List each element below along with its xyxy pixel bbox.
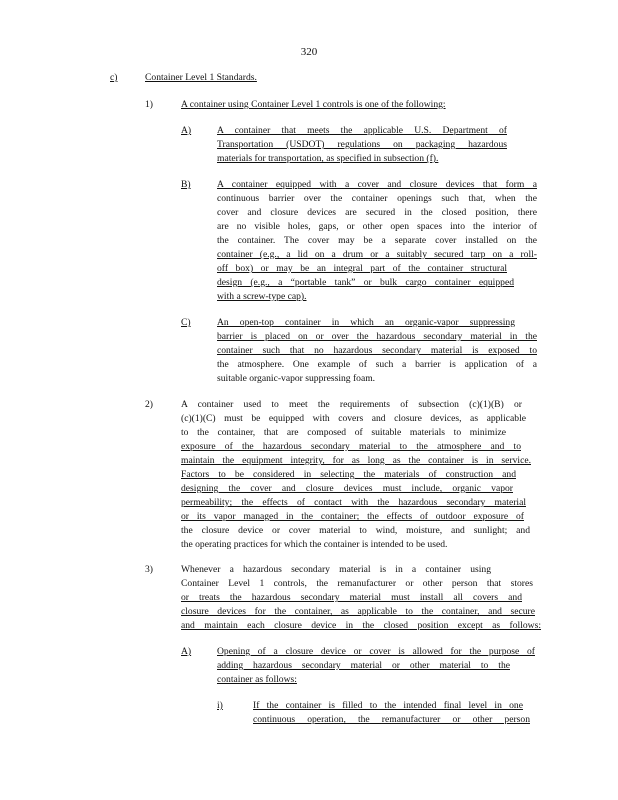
- text-line: continuous operation, the remanufacturer or other person: [253, 714, 530, 725]
- text-line: the closure device or cover material to wind, moisture, and sunlight; and: [181, 525, 530, 536]
- text-line: (c)(1)(C) must be equipped with covers and closure devices, as applicable: [181, 413, 526, 424]
- text-line: materials for transportation, as specified in subsection (f).: [217, 153, 439, 164]
- text-line: closure devices for the container, as applicable to the container, and secure: [181, 606, 535, 617]
- text-line: cover and closure devices are secured in the closed position, there: [217, 207, 537, 218]
- item-3a-label: A): [181, 646, 192, 657]
- page-number: 320: [300, 46, 318, 58]
- text-line: barrier is placed on or over the hazardous secondary material in the: [217, 331, 537, 342]
- item-1b-text: [217, 178, 537, 304]
- text-line: A container equipped with a cover and closure devices that form a: [217, 179, 537, 190]
- item-1c-label: C): [181, 317, 191, 328]
- text-line: off box) or may be an integral part of the container structural: [217, 263, 507, 274]
- item-2-label: 2): [145, 399, 153, 410]
- text-line: Container Level 1 controls, the remanufacturer or other person that stores: [181, 578, 533, 589]
- text-line: A container used to meet the requirements of subsection (c)(1)(B) or: [181, 399, 522, 410]
- text-line: and maintain each closure device in the closed position except as follows:: [181, 620, 541, 631]
- item-3ai-label: i): [217, 700, 223, 711]
- item-3ai-text: [253, 699, 530, 727]
- text-line: container such that no hazardous secondary material is exposed to: [217, 345, 537, 356]
- item-3a-text: [217, 645, 535, 687]
- item-3-label: 3): [145, 564, 153, 575]
- item-1-text: A container using Container Level 1 controls is one of the following:: [181, 99, 446, 110]
- text-line: An open-top container in which an organic-vapor suppressing: [217, 317, 515, 328]
- text-line: maintain the equipment integrity, for as long as the container is in service.: [181, 455, 531, 466]
- text-line: Whenever a hazardous secondary material is in a container using: [181, 564, 491, 575]
- section-c-title: Container Level 1 Standards.: [145, 72, 257, 83]
- text-line: container (e.g., a lid on a drum or a suitably secured tarp on a roll-: [217, 249, 537, 260]
- item-2-text: [181, 398, 531, 552]
- text-line: the operating practices for which the container is intended to be used.: [181, 539, 448, 550]
- item-1-label: 1): [145, 99, 153, 110]
- text-line: to the container, that are composed of suitable materials to minimize: [181, 427, 506, 438]
- text-line: with a screw-type cap).: [217, 291, 307, 302]
- text-line: permeability; the effects of contact with the hazardous secondary material: [181, 497, 526, 508]
- text-line: design (e.g., a “portable tank” or bulk cargo container equipped: [217, 277, 514, 288]
- item-1a-text: [217, 124, 507, 166]
- text-line: continuous barrier over the container openings such that, when the: [217, 193, 537, 204]
- text-line: A container that meets the applicable U.S. Department of: [217, 125, 507, 136]
- text-line: suitable organic-vapor suppressing foam.: [217, 373, 376, 384]
- text-line: Transportation (USDOT) regulations on packaging hazardous: [217, 139, 507, 150]
- text-line: are no visible holes, gaps, or other open spaces into the interior of: [217, 221, 537, 232]
- text-line: the atmosphere. One example of such a barrier is application of a: [217, 359, 537, 370]
- text-line: or its vapor managed in the container; the effects of outdoor exposure of: [181, 511, 524, 522]
- item-1b-label: B): [181, 179, 191, 190]
- text-line: Opening of a closure device or cover is allowed for the purpose of: [217, 646, 535, 657]
- text-line: the container. The cover may be a separate cover installed on the: [217, 235, 537, 246]
- section-c-label: c): [110, 72, 118, 83]
- item-1c-text: [217, 316, 537, 386]
- text-line: designing the cover and closure devices must include, organic vapor: [181, 483, 513, 494]
- text-line: exposure of the hazardous secondary material to the atmosphere and to: [181, 441, 521, 452]
- text-line: Factors to be considered in selecting the materials of construction and: [181, 469, 516, 480]
- item-3-text: [181, 563, 541, 633]
- text-line: or treats the hazardous secondary material must install all covers and: [181, 592, 522, 603]
- text-line: adding hazardous secondary material or other material to the: [217, 660, 510, 671]
- text-line: container as follows:: [217, 674, 297, 685]
- text-line: If the container is filled to the intended final level in one: [253, 700, 523, 711]
- item-1a-label: A): [181, 125, 192, 136]
